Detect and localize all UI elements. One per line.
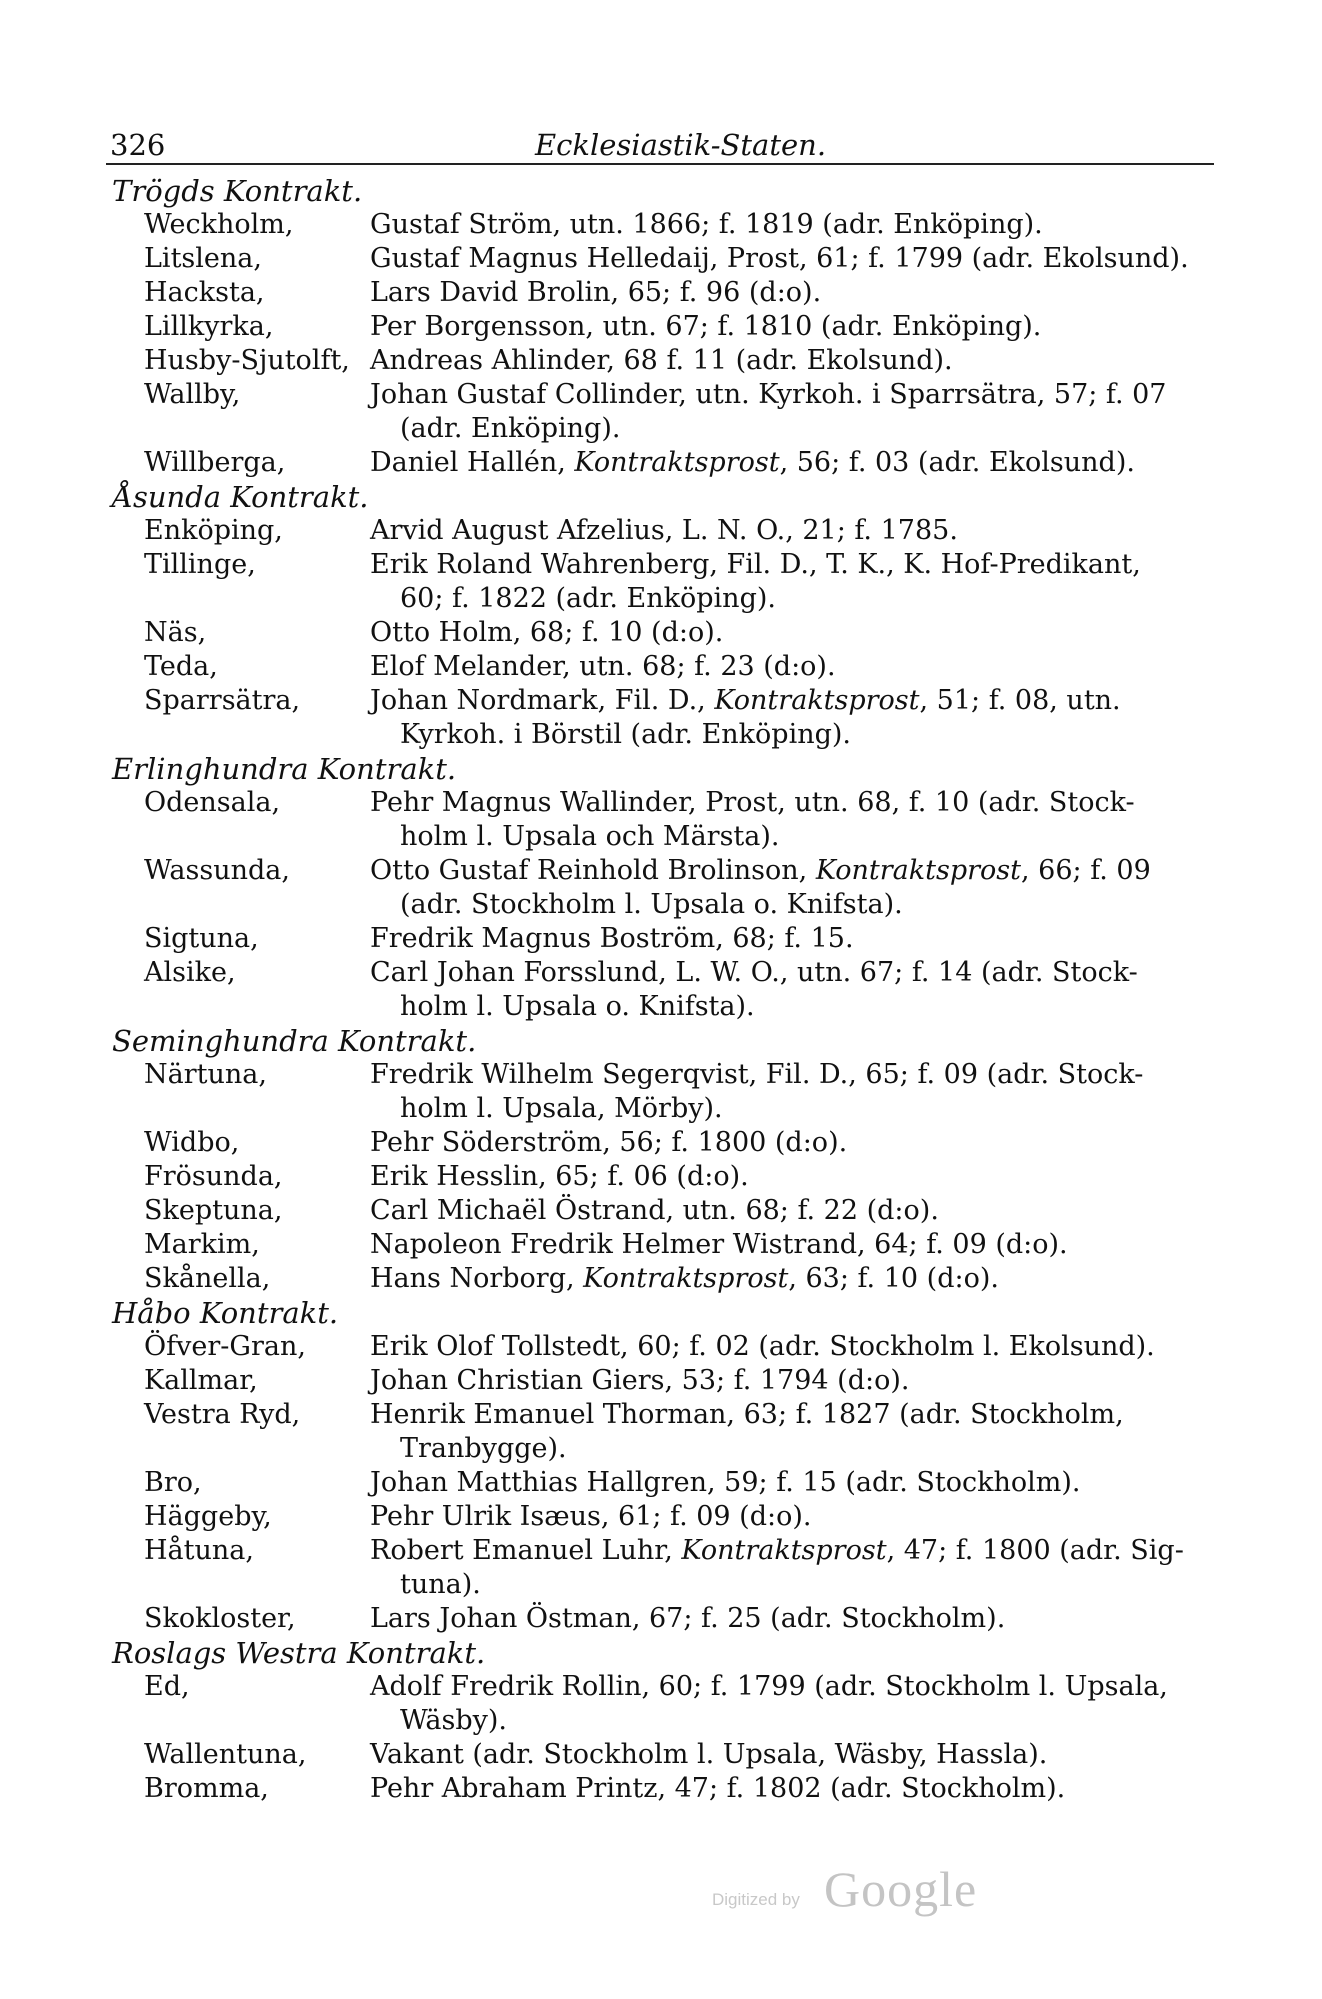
entry-line: Pehr Abraham Printz, 47; f. 1802 (adr. Stockholm). [370, 1773, 1066, 1804]
parish-entry [106, 378, 1226, 446]
clergy-entry [370, 922, 1192, 956]
parish-name: Ed, [144, 1671, 190, 1702]
parish-name: Tillinge, [144, 549, 256, 580]
parish-name: Skeptuna, [144, 1195, 283, 1226]
parish-name: Enköping, [144, 515, 283, 546]
parish-entry [106, 1772, 1226, 1806]
parish-name: Skokloster, [144, 1603, 296, 1634]
clergy-entry [370, 956, 1192, 1024]
contract-section [106, 480, 1226, 752]
entry-line: Pehr Ulrik Isæus, 61; f. 09 (d:o). [370, 1501, 812, 1532]
parish-name: Bro, [144, 1467, 202, 1498]
clergy-entry [370, 548, 1192, 616]
entry-line: Napoleon Fredrik Helmer Wistrand, 64; f. 09 (d:o). [370, 1229, 1068, 1260]
clergy-entry [370, 1364, 1192, 1398]
clergy-entry [370, 1670, 1192, 1738]
parish-entry [106, 1670, 1226, 1738]
parish-entry [106, 1058, 1226, 1126]
section-title: Håbo Kontrakt. [112, 1296, 339, 1330]
parish-entry [106, 514, 1226, 548]
entry-continuation-line: Tranbygge). [400, 1433, 567, 1464]
parish-entry [106, 922, 1226, 956]
entry-line: Andreas Ahlinder, 68 f. 11 (adr. Ekolsund). [370, 345, 953, 376]
clergy-entry [370, 1772, 1192, 1806]
parish-name: Frösunda, [144, 1161, 283, 1192]
parish-name: Markim, [144, 1229, 260, 1260]
clergy-entry [370, 208, 1192, 242]
clergy-entry [370, 242, 1192, 276]
header-rule [106, 163, 1214, 165]
parish-entry [106, 276, 1226, 310]
entry-continuation-line: (adr. Stockholm l. Upsala o. Knifsta). [400, 889, 903, 920]
clergy-entry [370, 1160, 1192, 1194]
entry-continuation-line: Kyrkoh. i Börstil (adr. Enköping). [400, 719, 851, 750]
section-title: Åsunda Kontrakt. [112, 480, 369, 514]
parish-entry [106, 548, 1226, 616]
clergy-entry [370, 616, 1192, 650]
parish-entry [106, 446, 1226, 480]
parish-entry [106, 344, 1226, 378]
clergy-entry [370, 1398, 1192, 1466]
parish-entry [106, 1160, 1226, 1194]
entry-line: Elof Melander, utn. 68; f. 23 (d:o). [370, 651, 836, 682]
parish-name: Willberga, [144, 447, 286, 478]
clergy-entry [370, 310, 1192, 344]
entry-line: Robert Emanuel Luhr, Kontraktsprost, 47; f. 1800 (adr. Sig- [370, 1535, 1184, 1566]
page-number: 326 [110, 128, 166, 162]
section-title: Erlinghundra Kontrakt. [112, 752, 457, 786]
clergy-entry [370, 1466, 1192, 1500]
parish-name: Wallentuna, [144, 1739, 307, 1770]
entry-line: Per Borgensson, utn. 67; f. 1810 (adr. Enköping). [370, 311, 1042, 342]
contract-section [106, 1636, 1226, 1806]
parish-entry [106, 1738, 1226, 1772]
parish-entry [106, 956, 1226, 1024]
entry-line: Hans Norborg, Kontraktsprost, 63; f. 10 (d:o). [370, 1263, 999, 1294]
parish-name: Öfver-Gran, [144, 1331, 306, 1362]
parish-entry [106, 786, 1226, 854]
contract-section [106, 1296, 1226, 1636]
entry-continuation-line: (adr. Enköping). [400, 413, 621, 444]
parish-name: Alsike, [144, 957, 236, 988]
parish-name: Kallmar, [144, 1365, 258, 1396]
parish-entry [106, 854, 1226, 922]
parish-entry [106, 1602, 1226, 1636]
contract-section [106, 752, 1226, 1024]
clergy-entry [370, 1194, 1192, 1228]
parish-name: Widbo, [144, 1127, 240, 1158]
parish-entry [106, 1364, 1226, 1398]
parish-entry [106, 1228, 1226, 1262]
entry-line: Otto Holm, 68; f. 10 (d:o). [370, 617, 724, 648]
parish-name: Lillkyrka, [144, 311, 274, 342]
entry-line: Erik Roland Wahrenberg, Fil. D., T. K., K. Hof-Predikant, [370, 549, 1141, 580]
parish-entry [106, 242, 1226, 276]
clergy-entry [370, 1602, 1192, 1636]
clergy-entry [370, 786, 1192, 854]
entry-continuation-line: holm l. Upsala och Märsta). [400, 821, 780, 852]
parish-entry [106, 650, 1226, 684]
clergy-entry [370, 1738, 1192, 1772]
clergy-entry [370, 514, 1192, 548]
parish-name: Hacksta, [144, 277, 265, 308]
entry-line: Lars David Brolin, 65; f. 96 (d:o). [370, 277, 822, 308]
parish-entry [106, 1330, 1226, 1364]
digitization-watermark [712, 1860, 1032, 1920]
entry-line: Carl Johan Forsslund, L. W. O., utn. 67; f. 14 (adr. Stock- [370, 957, 1138, 988]
clergy-entry [370, 1500, 1192, 1534]
clergy-entry [370, 1534, 1192, 1602]
entry-line: Adolf Fredrik Rollin, 60; f. 1799 (adr. Stockholm l. Upsala, [370, 1671, 1168, 1702]
clergy-entry [370, 344, 1192, 378]
entry-line: Pehr Söderström, 56; f. 1800 (d:o). [370, 1127, 848, 1158]
clergy-entry [370, 650, 1192, 684]
entry-line: Pehr Magnus Wallinder, Prost, utn. 68, f. 10 (adr. Stock- [370, 787, 1135, 818]
entry-continuation-line: holm l. Upsala, Mörby). [400, 1093, 723, 1124]
entry-line: Vakant (adr. Stockholm l. Upsala, Wäsby, Hassla). [370, 1739, 1048, 1770]
clergy-entry [370, 684, 1192, 752]
parish-name: Häggeby, [144, 1501, 272, 1532]
entry-line: Carl Michaël Östrand, utn. 68; f. 22 (d:o). [370, 1195, 939, 1226]
clergy-entry [370, 1228, 1192, 1262]
clergy-entry [370, 854, 1192, 922]
entry-line: Erik Hesslin, 65; f. 06 (d:o). [370, 1161, 749, 1192]
parish-name: Wassunda, [144, 855, 290, 886]
parish-entry [106, 1262, 1226, 1296]
entry-continuation-line: Wäsby). [400, 1705, 508, 1736]
contract-section [106, 174, 1226, 480]
parish-name: Litslena, [144, 243, 262, 274]
parish-name: Vestra Ryd, [144, 1399, 301, 1430]
contract-section [106, 1024, 1226, 1296]
entry-line: Johan Christian Giers, 53; f. 1794 (d:o). [370, 1365, 910, 1396]
section-title: Roslags Westra Kontrakt. [112, 1636, 486, 1670]
running-header [110, 128, 1210, 160]
parish-entry [106, 310, 1226, 344]
parish-entry [106, 1534, 1226, 1602]
parish-entry [106, 208, 1226, 242]
google-logo: Google [824, 1861, 978, 1917]
parish-name: Näs, [144, 617, 207, 648]
clergy-entry [370, 1058, 1192, 1126]
entry-continuation-line: holm l. Upsala o. Knifsta). [400, 991, 755, 1022]
parish-entry [106, 616, 1226, 650]
parish-entry [106, 1466, 1226, 1500]
digitized-by-text: Digitized by [712, 1890, 800, 1909]
parish-name: Håtuna, [144, 1535, 254, 1566]
parish-name: Teda, [144, 651, 218, 682]
parish-name: Sigtuna, [144, 923, 259, 954]
parish-name: Wallby, [144, 379, 241, 410]
parish-name: Odensala, [144, 787, 281, 818]
entry-line: Arvid August Afzelius, L. N. O., 21; f. 1785. [370, 515, 958, 546]
parish-name: Närtuna, [144, 1059, 267, 1090]
entry-line: Henrik Emanuel Thorman, 63; f. 1827 (adr. Stockholm, [370, 1399, 1124, 1430]
parish-entry [106, 1398, 1226, 1466]
parish-entry [106, 684, 1226, 752]
clergy-entry [370, 1330, 1192, 1364]
entry-line: Daniel Hallén, Kontraktsprost, 56; f. 03 (adr. Ekolsund). [370, 447, 1135, 478]
parish-name: Husby-Sjutolft, [144, 345, 350, 376]
clergy-entry [370, 1126, 1192, 1160]
clergy-entry [370, 446, 1192, 480]
entry-continuation-line: 60; f. 1822 (adr. Enköping). [400, 583, 776, 614]
entry-line: Fredrik Magnus Boström, 68; f. 15. [370, 923, 854, 954]
running-title: Ecklesiastik-Staten. [535, 128, 827, 162]
parish-name: Bromma, [144, 1773, 269, 1804]
clergy-entry [370, 1262, 1192, 1296]
entry-line: Gustaf Magnus Helledaij, Prost, 61; f. 1799 (adr. Ekolsund). [370, 243, 1189, 274]
section-title: Trögds Kontrakt. [112, 174, 363, 208]
entry-line: Gustaf Ström, utn. 1866; f. 1819 (adr. Enköping). [370, 209, 1043, 240]
section-title: Seminghundra Kontrakt. [112, 1024, 477, 1058]
entry-line: Otto Gustaf Reinhold Brolinson, Kontraktsprost, 66; f. 09 [370, 855, 1151, 886]
entry-line: Erik Olof Tollstedt, 60; f. 02 (adr. Stockholm l. Ekolsund). [370, 1331, 1155, 1362]
entry-line: Johan Matthias Hallgren, 59; f. 15 (adr. Stockholm). [370, 1467, 1081, 1498]
entry-continuation-line: tuna). [400, 1569, 481, 1600]
entry-line: Johan Gustaf Collinder, utn. Kyrkoh. i Sparrsätra, 57; f. 07 [370, 379, 1167, 410]
parish-entry [106, 1194, 1226, 1228]
clergy-entry [370, 276, 1192, 310]
parish-name: Sparrsätra, [144, 685, 301, 716]
parish-entry [106, 1500, 1226, 1534]
parish-name: Weckholm, [144, 209, 294, 240]
parish-entry [106, 1126, 1226, 1160]
entry-line: Lars Johan Östman, 67; f. 25 (adr. Stockholm). [370, 1603, 1006, 1634]
parish-name: Skånella, [144, 1263, 271, 1294]
entry-line: Fredrik Wilhelm Segerqvist, Fil. D., 65; f. 09 (adr. Stock- [370, 1059, 1144, 1090]
register-body [106, 174, 1226, 1806]
clergy-entry [370, 378, 1192, 446]
entry-line: Johan Nordmark, Fil. D., Kontraktsprost, 51; f. 08, utn. [370, 685, 1121, 716]
